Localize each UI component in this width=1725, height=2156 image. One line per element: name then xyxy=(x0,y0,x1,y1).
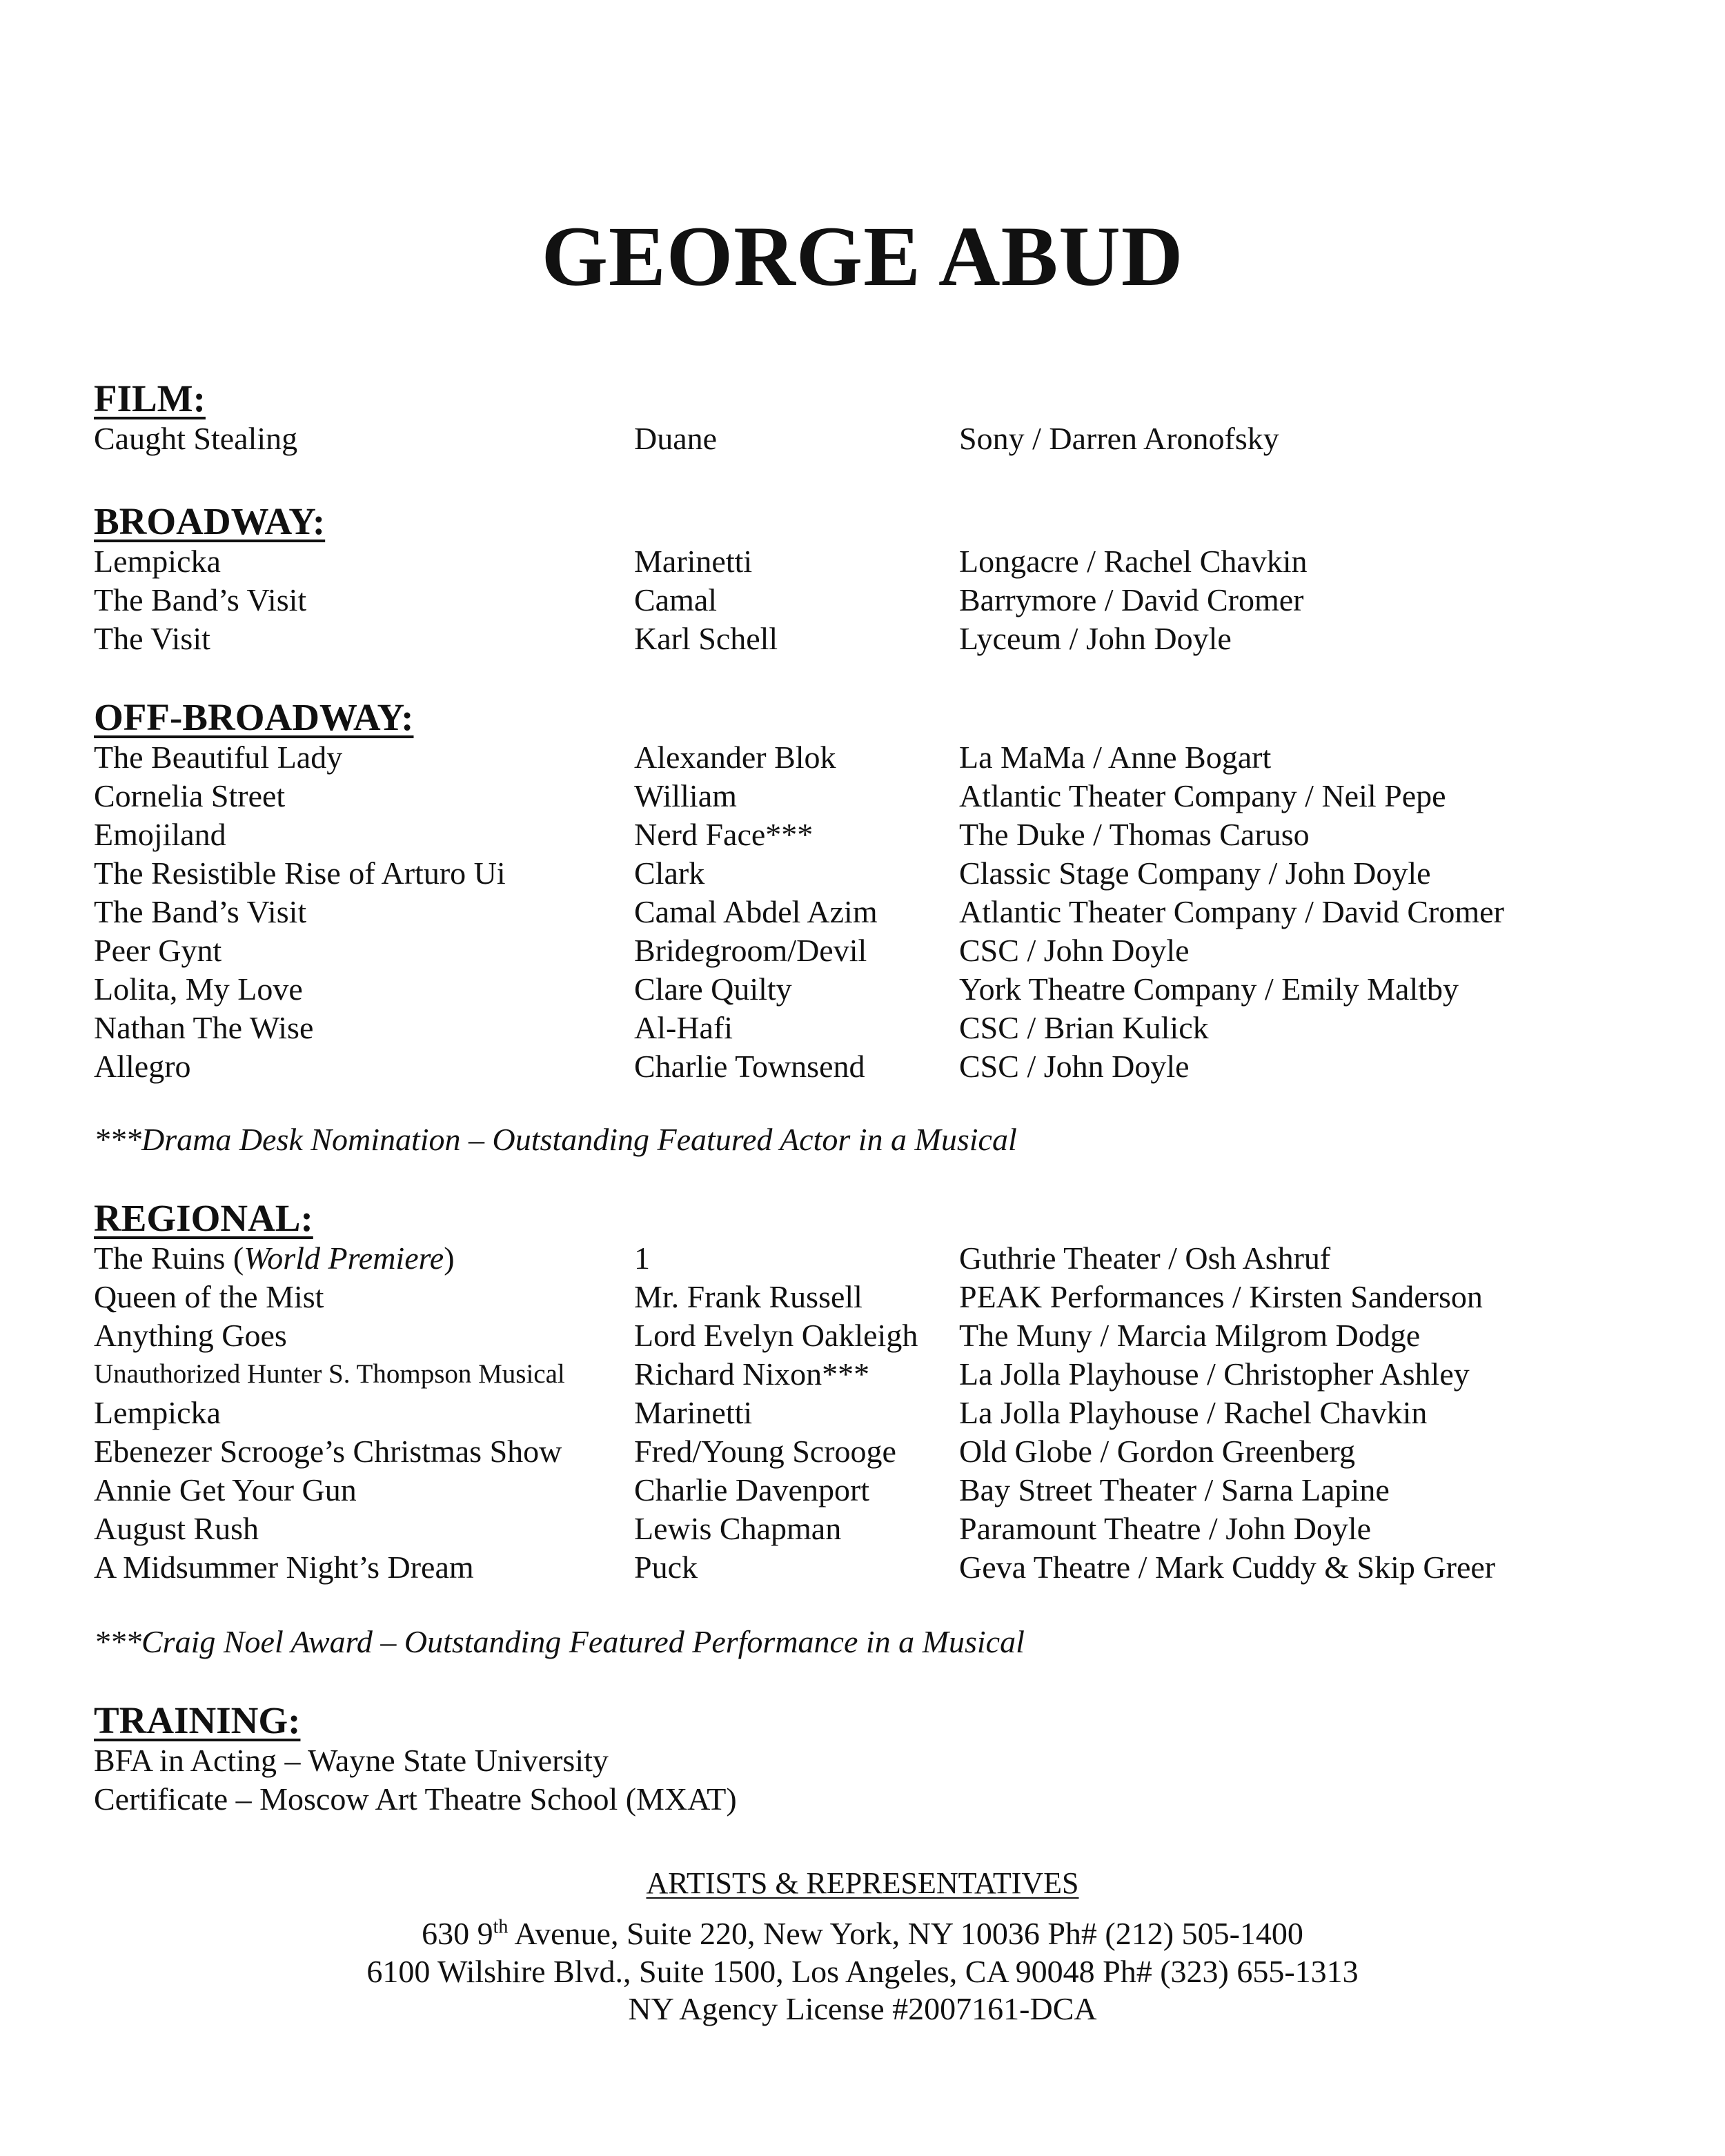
credit-role: 1 xyxy=(634,1240,650,1276)
credit-title: The Ruins (World Premiere) xyxy=(94,1240,455,1276)
credit-title: Peer Gynt xyxy=(94,933,222,968)
broadway-heading: BROADWAY: xyxy=(94,500,326,542)
credit-venue: Paramount Theatre / John Doyle xyxy=(959,1511,1372,1546)
credit-venue: York Theatre Company / Emily Maltby xyxy=(959,971,1459,1007)
credit-row xyxy=(94,1316,1646,1355)
credit-role: Duane xyxy=(634,421,718,456)
credit-title: Lolita, My Love xyxy=(94,971,303,1007)
credit-row xyxy=(94,1471,1646,1510)
address-los-angeles: 6100 Wilshire Blvd., Suite 1500, Los Angeles, CA 90048 Ph# (323) 655-1313 xyxy=(366,1954,1359,1989)
credit-title: The Beautiful Lady xyxy=(94,740,343,775)
credit-row xyxy=(94,1432,1646,1471)
regional-section xyxy=(94,1198,1646,1587)
credit-venue: Old Globe / Gordon Greenberg xyxy=(959,1434,1356,1469)
agency-name: ARTISTS & REPRESENTATIVES xyxy=(646,1866,1079,1900)
broadway-section xyxy=(94,501,1646,658)
film-heading: FILM: xyxy=(94,377,206,419)
credit-title: August Rush xyxy=(94,1511,259,1546)
credit-row xyxy=(94,1548,1646,1587)
credit-role: Richard Nixon*** xyxy=(634,1356,870,1392)
training-line: Certificate – Moscow Art Theatre School (MXAT) xyxy=(94,1781,737,1817)
credit-venue: Barrymore / David Cromer xyxy=(959,582,1304,617)
credit-title: The Band’s Visit xyxy=(94,894,307,929)
credit-row xyxy=(94,970,1646,1009)
credit-title: The Resistible Rise of Arturo Ui xyxy=(94,856,506,891)
credit-row xyxy=(94,620,1646,658)
credit-venue: Sony / Darren Aronofsky xyxy=(959,421,1279,456)
credit-row xyxy=(94,777,1646,815)
credit-title: Ebenezer Scrooge’s Christmas Show xyxy=(94,1434,562,1469)
credit-row xyxy=(94,1047,1646,1086)
credit-role: Nerd Face*** xyxy=(634,817,814,852)
credit-row xyxy=(94,1355,1646,1394)
training-line: BFA in Acting – Wayne State University xyxy=(94,1743,609,1778)
credit-row xyxy=(94,581,1646,620)
credit-row xyxy=(94,419,1646,458)
credit-title: Allegro xyxy=(94,1049,191,1084)
credit-row xyxy=(94,1239,1646,1278)
credit-title: Anything Goes xyxy=(94,1318,287,1353)
credit-row xyxy=(94,1394,1646,1432)
training-section xyxy=(94,1700,1646,1819)
credit-title: Lempicka xyxy=(94,544,221,579)
credit-title: The Band’s Visit xyxy=(94,582,307,617)
credit-role: Camal Abdel Azim xyxy=(634,894,878,929)
credit-venue: CSC / John Doyle xyxy=(959,1049,1190,1084)
credit-role: Clark xyxy=(634,856,705,891)
credit-role: Marinetti xyxy=(634,544,753,579)
credit-title: Nathan The Wise xyxy=(94,1010,314,1045)
credit-row xyxy=(94,815,1646,854)
credit-role: Fred/Young Scrooge xyxy=(634,1434,896,1469)
credit-title: Queen of the Mist xyxy=(94,1279,324,1314)
credit-venue: Atlantic Theater Company / David Cromer xyxy=(959,894,1504,929)
credit-role: Al-Hafi xyxy=(634,1010,733,1045)
drama-desk-note: ***Drama Desk Nomination – Outstanding Featured Actor in a Musical xyxy=(94,1122,1017,1157)
training-heading: TRAINING: xyxy=(94,1699,301,1741)
credit-title: Annie Get Your Gun xyxy=(94,1472,357,1507)
credit-venue: La Jolla Playhouse / Christopher Ashley xyxy=(959,1356,1470,1392)
agency-license: NY Agency License #2007161-DCA xyxy=(628,1991,1097,2026)
credit-title: A Midsummer Night’s Dream xyxy=(94,1550,474,1585)
craig-noel-note: ***Craig Noel Award – Outstanding Featured Performance in a Musical xyxy=(94,1624,1025,1659)
credit-venue: Atlantic Theater Company / Neil Pepe xyxy=(959,778,1446,813)
credit-role: William xyxy=(634,778,737,813)
credit-role: Lord Evelyn Oakleigh xyxy=(634,1318,918,1353)
credit-title: Unauthorized Hunter S. Thompson Musical xyxy=(94,1359,565,1389)
credit-role: Mr. Frank Russell xyxy=(634,1279,862,1314)
credit-role: Charlie Townsend xyxy=(634,1049,865,1084)
credit-title: Caught Stealing xyxy=(94,421,298,456)
credit-venue: La Jolla Playhouse / Rachel Chavkin xyxy=(959,1395,1428,1430)
credit-role: Camal xyxy=(634,582,718,617)
credit-role: Clare Quilty xyxy=(634,971,792,1007)
credit-row xyxy=(94,738,1646,777)
credit-row xyxy=(94,854,1646,893)
credit-title: The Visit xyxy=(94,621,210,656)
regional-heading: REGIONAL: xyxy=(94,1197,313,1239)
credit-venue: Geva Theatre / Mark Cuddy & Skip Greer xyxy=(959,1550,1496,1585)
credit-row xyxy=(94,542,1646,581)
off-broadway-heading: OFF-BROADWAY: xyxy=(94,696,414,738)
credit-venue: Guthrie Theater / Osh Ashruf xyxy=(959,1240,1331,1276)
credit-venue: CSC / John Doyle xyxy=(959,933,1190,968)
actor-name: GEORGE ABUD xyxy=(541,209,1184,304)
credit-venue: Lyceum / John Doyle xyxy=(959,621,1232,656)
world-premiere-label: World Premiere xyxy=(244,1240,444,1276)
credit-venue: The Duke / Thomas Caruso xyxy=(959,817,1310,852)
credit-venue: The Muny / Marcia Milgrom Dodge xyxy=(959,1318,1421,1353)
credit-venue: Classic Stage Company / John Doyle xyxy=(959,856,1431,891)
off-broadway-section xyxy=(94,697,1646,1086)
credit-row xyxy=(94,893,1646,931)
credit-role: Lewis Chapman xyxy=(634,1511,842,1546)
credit-row xyxy=(94,1278,1646,1316)
credit-title: Emojiland xyxy=(94,817,226,852)
credit-title: Lempicka xyxy=(94,1395,221,1430)
film-section xyxy=(94,378,1646,458)
credit-venue: Bay Street Theater / Sarna Lapine xyxy=(959,1472,1390,1507)
credit-venue: CSC / Brian Kulick xyxy=(959,1010,1209,1045)
credit-venue: PEAK Performances / Kirsten Sanderson xyxy=(959,1279,1483,1314)
credit-role: Karl Schell xyxy=(634,621,778,656)
credit-title: Cornelia Street xyxy=(94,778,286,813)
credit-role: Bridegroom/Devil xyxy=(634,933,867,968)
credit-row xyxy=(94,1009,1646,1047)
credit-row xyxy=(94,1510,1646,1548)
credit-role: Alexander Blok xyxy=(634,740,836,775)
address-new-york: 630 9th Avenue, Suite 220, New York, NY 10036 Ph# (212) 505-1400 xyxy=(422,1916,1303,1951)
credit-venue: La MaMa / Anne Bogart xyxy=(959,740,1272,775)
credit-role: Marinetti xyxy=(634,1395,753,1430)
credit-role: Puck xyxy=(634,1550,698,1585)
credit-row xyxy=(94,931,1646,970)
credit-venue: Longacre / Rachel Chavkin xyxy=(959,544,1308,579)
credit-role: Charlie Davenport xyxy=(634,1472,870,1507)
